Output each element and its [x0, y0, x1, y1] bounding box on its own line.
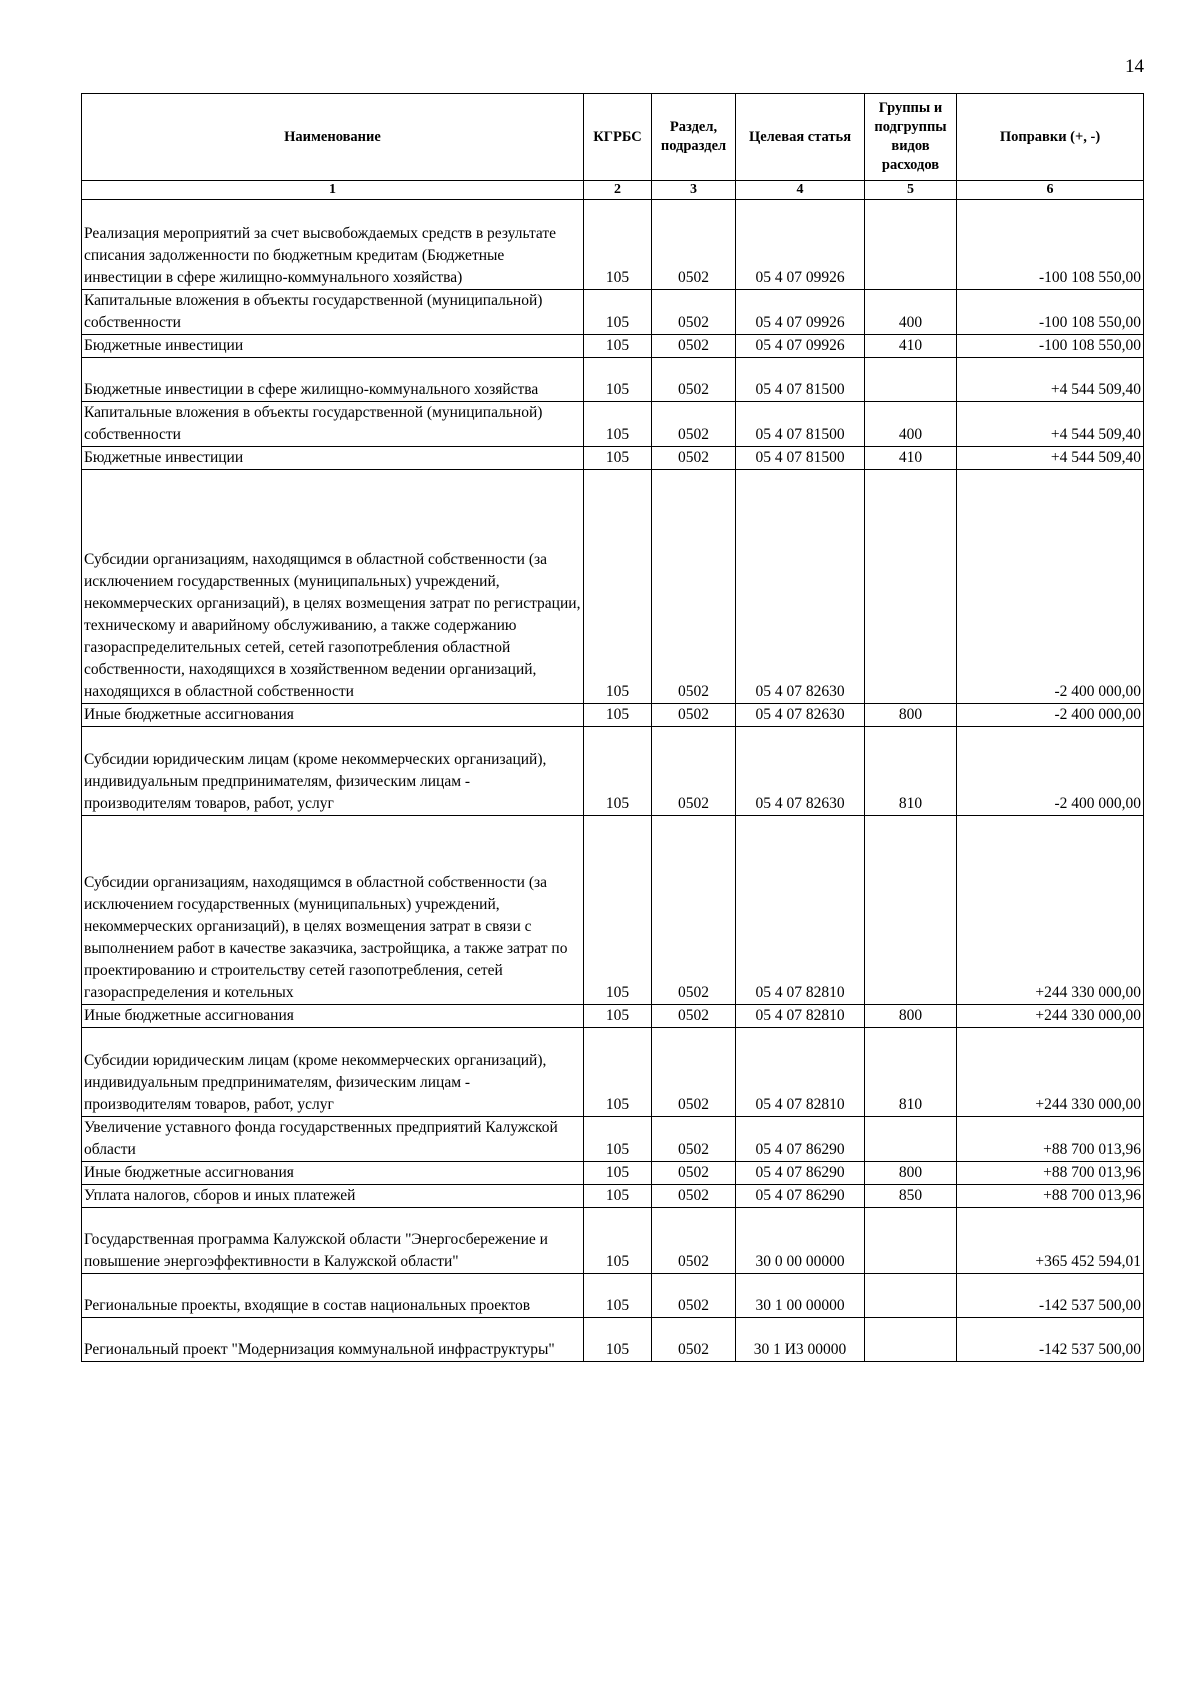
row-kgrbs: 105	[584, 447, 652, 470]
table-row	[82, 727, 1144, 816]
column-number: 1	[82, 181, 584, 200]
row-name: Капитальные вложения в объекты государственной (муниципальной) собственности	[82, 402, 584, 447]
row-section: 0502	[652, 447, 736, 470]
row-amount: -100 108 550,00	[957, 290, 1144, 335]
row-amount: -2 400 000,00	[957, 704, 1144, 727]
row-kgrbs: 105	[584, 1162, 652, 1185]
table-column-numbers-row	[82, 181, 1144, 200]
row-amount: +365 452 594,01	[957, 1208, 1144, 1274]
row-expense-group	[865, 1318, 957, 1362]
row-target-article: 05 4 07 82630	[736, 470, 865, 704]
row-target-article: 05 4 07 09926	[736, 335, 865, 358]
row-expense-group: 400	[865, 290, 957, 335]
row-target-article: 05 4 07 82810	[736, 1028, 865, 1117]
row-kgrbs: 105	[584, 1185, 652, 1208]
header-expense-group: Группы и подгруппы видов расходов	[865, 94, 957, 181]
row-expense-group: 850	[865, 1185, 957, 1208]
row-amount: +244 330 000,00	[957, 1005, 1144, 1028]
row-amount: -2 400 000,00	[957, 470, 1144, 704]
row-kgrbs: 105	[584, 200, 652, 290]
table-row	[82, 1117, 1144, 1162]
row-name: Региональные проекты, входящие в состав национальных проектов	[82, 1274, 584, 1318]
table-row	[82, 816, 1144, 1005]
column-number: 4	[736, 181, 865, 200]
row-name: Государственная программа Калужской области "Энергосбережение и повышение энергоэффективности в Калужской области"	[82, 1208, 584, 1274]
table-row	[82, 704, 1144, 727]
page-number: 14	[1125, 56, 1144, 77]
table-row	[82, 200, 1144, 290]
table-row	[82, 402, 1144, 447]
row-name: Бюджетные инвестиции	[82, 447, 584, 470]
row-name: Иные бюджетные ассигнования	[82, 1005, 584, 1028]
row-name: Региональный проект "Модернизация коммунальной инфраструктуры"	[82, 1318, 584, 1362]
table-row	[82, 290, 1144, 335]
row-expense-group: 800	[865, 1162, 957, 1185]
row-section: 0502	[652, 470, 736, 704]
table-row	[82, 1318, 1144, 1362]
table-body	[82, 200, 1144, 1362]
row-target-article: 05 4 07 86290	[736, 1185, 865, 1208]
row-amount: +244 330 000,00	[957, 1028, 1144, 1117]
row-target-article: 05 4 07 82630	[736, 704, 865, 727]
row-kgrbs: 105	[584, 1318, 652, 1362]
row-section: 0502	[652, 1028, 736, 1117]
header-kgrbs: КГРБС	[584, 94, 652, 181]
row-name: Субсидии юридическим лицам (кроме некоммерческих организаций), индивидуальным предпринимателям, физическим лицам - производителям товаров, работ, услуг	[82, 727, 584, 816]
row-kgrbs: 105	[584, 1117, 652, 1162]
row-section: 0502	[652, 727, 736, 816]
table-row	[82, 1028, 1144, 1117]
row-target-article: 05 4 07 09926	[736, 200, 865, 290]
row-target-article: 05 4 07 81500	[736, 447, 865, 470]
row-amount: -142 537 500,00	[957, 1318, 1144, 1362]
row-kgrbs: 105	[584, 335, 652, 358]
row-amount: +244 330 000,00	[957, 816, 1144, 1005]
row-name: Увеличение уставного фонда государственных предприятий Калужской области	[82, 1117, 584, 1162]
row-expense-group	[865, 816, 957, 1005]
row-target-article: 30 1 00 00000	[736, 1274, 865, 1318]
row-section: 0502	[652, 200, 736, 290]
row-amount: +4 544 509,40	[957, 358, 1144, 402]
row-target-article: 05 4 07 82810	[736, 1005, 865, 1028]
row-name: Субсидии организациям, находящимся в областной собственности (за исключением государственных (муниципальных) учреждений, некоммерческих организаций), в целях возмещения затрат в связи с выполнением работ в качестве заказчика, застройщика, а также затрат по проектированию и строительству сетей газопотребления, сетей газораспределения и котельных	[82, 816, 584, 1005]
row-target-article: 05 4 07 81500	[736, 402, 865, 447]
row-target-article: 05 4 07 81500	[736, 358, 865, 402]
row-section: 0502	[652, 1208, 736, 1274]
row-target-article: 30 1 И3 00000	[736, 1318, 865, 1362]
row-section: 0502	[652, 1162, 736, 1185]
row-kgrbs: 105	[584, 1028, 652, 1117]
header-section: Раздел, подраздел	[652, 94, 736, 181]
row-expense-group	[865, 200, 957, 290]
row-target-article: 05 4 07 86290	[736, 1162, 865, 1185]
row-name: Реализация мероприятий за счет высвобождаемых средств в результате списания задолженности по бюджетным кредитам (Бюджетные инвестиции в сфере жилищно-коммунального хозяйства)	[82, 200, 584, 290]
row-expense-group	[865, 1117, 957, 1162]
table-row	[82, 358, 1144, 402]
column-number: 3	[652, 181, 736, 200]
row-amount: -2 400 000,00	[957, 727, 1144, 816]
row-section: 0502	[652, 1005, 736, 1028]
row-name: Уплата налогов, сборов и иных платежей	[82, 1185, 584, 1208]
row-section: 0502	[652, 1117, 736, 1162]
row-section: 0502	[652, 704, 736, 727]
column-number: 5	[865, 181, 957, 200]
row-kgrbs: 105	[584, 704, 652, 727]
table-row	[82, 447, 1144, 470]
row-expense-group	[865, 1274, 957, 1318]
column-number: 2	[584, 181, 652, 200]
row-expense-group: 800	[865, 704, 957, 727]
row-amount: +4 544 509,40	[957, 402, 1144, 447]
row-expense-group: 410	[865, 335, 957, 358]
row-target-article: 05 4 07 86290	[736, 1117, 865, 1162]
row-target-article: 05 4 07 82810	[736, 816, 865, 1005]
row-expense-group	[865, 1208, 957, 1274]
row-name: Бюджетные инвестиции	[82, 335, 584, 358]
row-kgrbs: 105	[584, 816, 652, 1005]
column-number: 6	[957, 181, 1144, 200]
row-expense-group: 810	[865, 727, 957, 816]
row-kgrbs: 105	[584, 1274, 652, 1318]
table-header-row	[82, 94, 1144, 181]
row-kgrbs: 105	[584, 727, 652, 816]
row-target-article: 05 4 07 09926	[736, 290, 865, 335]
row-amount: +88 700 013,96	[957, 1117, 1144, 1162]
row-name: Субсидии организациям, находящимся в областной собственности (за исключением государственных (муниципальных) учреждений, некоммерческих организаций), в целях возмещения затрат по регистрации, техническому и аварийному обслуживанию, а также содержанию газораспределительных сетей, сетей газопотребления областной собственности, находящихся в хозяйственном ведении организаций, находящихся в областной собственности	[82, 470, 584, 704]
row-kgrbs: 105	[584, 402, 652, 447]
table-row	[82, 1162, 1144, 1185]
row-expense-group	[865, 470, 957, 704]
row-section: 0502	[652, 358, 736, 402]
table-row	[82, 1185, 1144, 1208]
row-section: 0502	[652, 290, 736, 335]
row-name: Субсидии юридическим лицам (кроме некоммерческих организаций), индивидуальным предпринимателям, физическим лицам - производителям товаров, работ, услуг	[82, 1028, 584, 1117]
row-section: 0502	[652, 1274, 736, 1318]
header-amendments: Поправки (+, -)	[957, 94, 1144, 181]
header-name: Наименование	[82, 94, 584, 181]
row-expense-group	[865, 358, 957, 402]
row-expense-group: 810	[865, 1028, 957, 1117]
table-row	[82, 1005, 1144, 1028]
row-kgrbs: 105	[584, 1005, 652, 1028]
row-amount: +88 700 013,96	[957, 1185, 1144, 1208]
row-kgrbs: 105	[584, 358, 652, 402]
row-amount: -100 108 550,00	[957, 200, 1144, 290]
row-target-article: 05 4 07 82630	[736, 727, 865, 816]
row-kgrbs: 105	[584, 290, 652, 335]
row-expense-group: 800	[865, 1005, 957, 1028]
header-target-article: Целевая статья	[736, 94, 865, 181]
row-section: 0502	[652, 335, 736, 358]
row-name: Иные бюджетные ассигнования	[82, 1162, 584, 1185]
row-name: Иные бюджетные ассигнования	[82, 704, 584, 727]
row-kgrbs: 105	[584, 470, 652, 704]
row-amount: -100 108 550,00	[957, 335, 1144, 358]
row-amount: -142 537 500,00	[957, 1274, 1144, 1318]
row-section: 0502	[652, 402, 736, 447]
row-amount: +4 544 509,40	[957, 447, 1144, 470]
row-kgrbs: 105	[584, 1208, 652, 1274]
budget-amendments-table	[81, 93, 1144, 1362]
row-target-article: 30 0 00 00000	[736, 1208, 865, 1274]
table-row	[82, 470, 1144, 704]
row-section: 0502	[652, 1318, 736, 1362]
table-row	[82, 1274, 1144, 1318]
row-section: 0502	[652, 816, 736, 1005]
row-amount: +88 700 013,96	[957, 1162, 1144, 1185]
row-section: 0502	[652, 1185, 736, 1208]
row-name: Бюджетные инвестиции в сфере жилищно-коммунального хозяйства	[82, 358, 584, 402]
table-row	[82, 335, 1144, 358]
row-expense-group: 410	[865, 447, 957, 470]
table-row	[82, 1208, 1144, 1274]
row-expense-group: 400	[865, 402, 957, 447]
row-name: Капитальные вложения в объекты государственной (муниципальной) собственности	[82, 290, 584, 335]
